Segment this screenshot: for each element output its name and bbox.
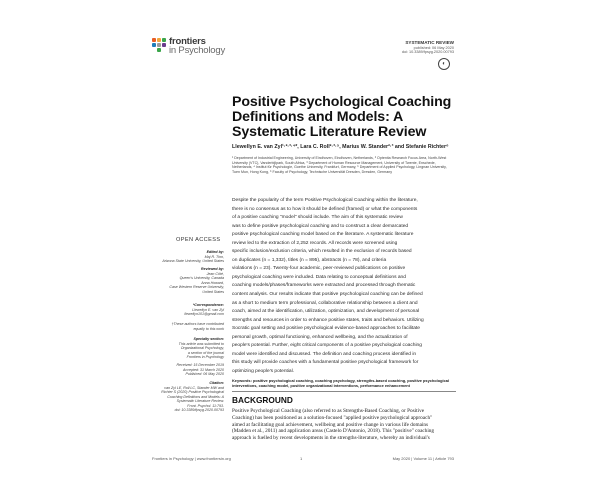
- footer-journal[interactable]: Frontiers in Psychology | www.frontiersin.org: [152, 456, 231, 461]
- logo-square: [157, 38, 161, 42]
- abstract-line: of a positive coaching "model" should include. The aim of this systematic review: [232, 215, 403, 221]
- author-list: Llewellyn E. van Zyl¹·²·³·⁴*, Lara C. Roll²·³·⁵, Marius W. Stander²·³ and Stefanie Richter⁶: [232, 144, 449, 150]
- received-date: Received: 15 December 2019: [176, 363, 224, 367]
- citation-line: Coaching Definitions and Models: A: [167, 394, 224, 399]
- logo-square: [152, 38, 156, 42]
- citation-doi[interactable]: doi: 10.3389/fpsyg.2020.00793: [174, 408, 224, 413]
- frontiers-logo-icon: [152, 38, 166, 52]
- note-line: †These authors have contributed: [171, 322, 224, 326]
- abstract-line: there is no consensus as to how it should be defined (framed) or what the components: [232, 206, 418, 212]
- keywords-list: positive psychological coaching, coaching psychology, strengths-based coaching, positive psychological interventions, coaching model, positive organizational interventions, performance enhancement: [232, 378, 449, 388]
- body-line: (Madden et al., 2011) and application areas (Castelo D'Antonio, 2018). This "positive" coaching: [232, 428, 435, 435]
- abstract-line: content analysis. Our results indicate that positive psychological coaching can be defined: [232, 292, 423, 298]
- correspondence-heading: *Correspondence:: [192, 303, 224, 307]
- reviewer-line: United States: [202, 289, 224, 294]
- abstract-line: review led to the extraction of 2,252 records. All records were screened using: [232, 240, 398, 246]
- reviewer-line: Anna Howard,: [201, 280, 224, 285]
- abstract-line: optimizing people's potential.: [232, 368, 295, 374]
- abstract-line: people's potential. Further, eight critical components of a positive psychological coaching: [232, 343, 422, 349]
- reviewer-line: Jean Côté,: [206, 271, 224, 276]
- body-line: approach is fuelled by recent developments in the strengths-literature, whereby an individual's: [232, 435, 430, 441]
- abstract: [232, 197, 456, 376]
- abstract-line: was to define positive psychological coaching and to construct a clear demarcated: [232, 223, 409, 229]
- published-date-side: Published: 06 May 2020: [185, 372, 224, 377]
- logo-square: [157, 48, 161, 52]
- abstract-line: positive psychological coaching model based on the literature. A systematic literature: [232, 232, 414, 238]
- open-access-icon: ◐: [438, 58, 450, 70]
- specialty-heading: Specialty section:: [193, 337, 224, 341]
- specialty-line: a section of the journal: [187, 350, 224, 355]
- logo-square: [152, 43, 156, 47]
- citation-line: Richter S (2020) Positive Psychological: [161, 390, 224, 395]
- citation-line: Systematic Literature Review.: [176, 399, 224, 404]
- open-access-label: OPEN ACCESS: [176, 237, 221, 243]
- edited-by-heading: Edited by:: [206, 250, 224, 254]
- journal-logo[interactable]: [152, 37, 225, 55]
- logo-square: [162, 43, 166, 47]
- citation-line: Front. Psychol. 11:793.: [187, 403, 224, 408]
- logo-square: [157, 43, 161, 47]
- correspondence-block: [146, 303, 224, 317]
- corresponding-email[interactable]: llewellyn101@gmail.com: [184, 312, 224, 317]
- abstract-line: this study will provide coaches with a fundamental positive psychological framework for: [232, 360, 419, 366]
- abstract-line: strengths and resources in order to enhance positive states, traits and behaviors. Utilizing: [232, 317, 424, 323]
- section-heading: BACKGROUND: [232, 395, 293, 405]
- abstract-line: coaching models/phases/frameworks were extracted and processed through thematic: [232, 283, 416, 289]
- contribution-note: [146, 322, 224, 331]
- accepted-date: Accepted: 31 March 2020: [183, 367, 224, 372]
- journal-name: in Psychology: [169, 45, 226, 56]
- abstract-line: on duplicates (n = 1,332), titles (n = 895), abstracts (n = 78), and criteria: [232, 257, 387, 263]
- article-meta: [402, 40, 454, 55]
- specialty-line: This article was submitted to: [178, 341, 224, 346]
- body-line: aimed at facilitating goal achievement, wellbeing and positive change in various life domains: [232, 421, 429, 428]
- article-title: Positive Psychological Coaching Definitions and Models: A Systematic Literature Review: [232, 94, 452, 141]
- body-line: Positive Psychological Coaching (also referred to as Strengths-Based Coaching, or Positive: [232, 408, 425, 414]
- body-text: [232, 408, 456, 442]
- abstract-line: model were identified and discussed. The definition and coaching process identified in: [232, 351, 417, 357]
- abstract-line: Socratic goal setting and positive psychological evidence-based approaches to facilitate: [232, 326, 420, 332]
- specialty-block: [146, 337, 224, 360]
- abstract-line: specific inclusion/exclusion criteria, which resulted in the exclusion of records based: [232, 249, 412, 255]
- reviewer-line: Case Western Reserve University,: [169, 285, 224, 290]
- abstract-line: psychological coaching were included. Data relating to conceptual definitions and: [232, 274, 406, 280]
- brand-name: frontiers: [169, 36, 206, 47]
- keywords-label: Keywords:: [232, 378, 252, 383]
- keywords: [232, 378, 456, 388]
- abstract-line: coach, aimed at the identification, utilization, optimization, and development of personal: [232, 309, 420, 315]
- abstract-line: violations (n = 23). Twenty-four academic, peer-reviewed publications on positive: [232, 266, 406, 272]
- section-divider: [232, 391, 456, 392]
- published-date: published: 06 May 2020: [413, 45, 454, 50]
- logo-square: [162, 38, 166, 42]
- editor-line: Maj R. Tinn,: [204, 254, 224, 259]
- abstract-line: Despite the popularity of the term Positive Psychological Coaching within the literature,: [232, 198, 418, 203]
- affiliations: ¹ Department of Industrial Engineering, University of Eindhoven, Eindhoven, Netherlands, ² Optentia Research Focus Area, North-West University (VTC), Vanderbijlpark, South Africa, ³ Department of Human Resource Management, University of Twente, Enschede, Netherlands, ⁴ Institut für Psychologie, Goethe University, Frankfurt, Germany, ⁵ Department of Applied Psychology, Lingnan University, Tuen Mun, Hong Kong, ⁶ Faculty of Psychology, Technische Universität Dresden, Dresden, Germany: [232, 156, 447, 175]
- footer-issue: May 2020 | Volume 11 | Article 793: [392, 456, 454, 461]
- specialty-line: Frontiers in Psychology: [186, 355, 224, 360]
- reviewer-line: Queen's University, Canada: [179, 276, 224, 281]
- reviewed-by-block: [146, 267, 224, 294]
- reviewed-by-heading: Reviewed by:: [201, 267, 224, 271]
- abstract-line: personal growth, optimal functioning, enhanced wellbeing, and the actualization of: [232, 334, 408, 340]
- article-type: SYSTEMATIC REVIEW: [405, 40, 454, 45]
- citation-heading: Citation:: [209, 381, 224, 385]
- citation-line: van Zyl LE, Roll LC, Stander MW and: [164, 385, 224, 390]
- editor-line: Arizona State University, United States: [162, 259, 224, 264]
- abstract-line: as a short to medium term professional, collaborative relationship between a client and: [232, 300, 418, 306]
- note-line: equally to this work: [193, 326, 224, 331]
- doi-link[interactable]: doi: 10.3389/fpsyg.2020.00793: [401, 50, 454, 55]
- body-line: Coaching) has been positioned as a solution-focused "applied positive psychological approach": [232, 414, 433, 421]
- corresponding-author: Llewellyn E. van Zyl: [192, 307, 224, 312]
- citation-block: [146, 381, 224, 413]
- dates-block: [146, 363, 224, 377]
- footer-page-number: 1: [300, 456, 303, 461]
- edited-by-block: [146, 250, 224, 264]
- specialty-line: Organizational Psychology,: [180, 346, 224, 351]
